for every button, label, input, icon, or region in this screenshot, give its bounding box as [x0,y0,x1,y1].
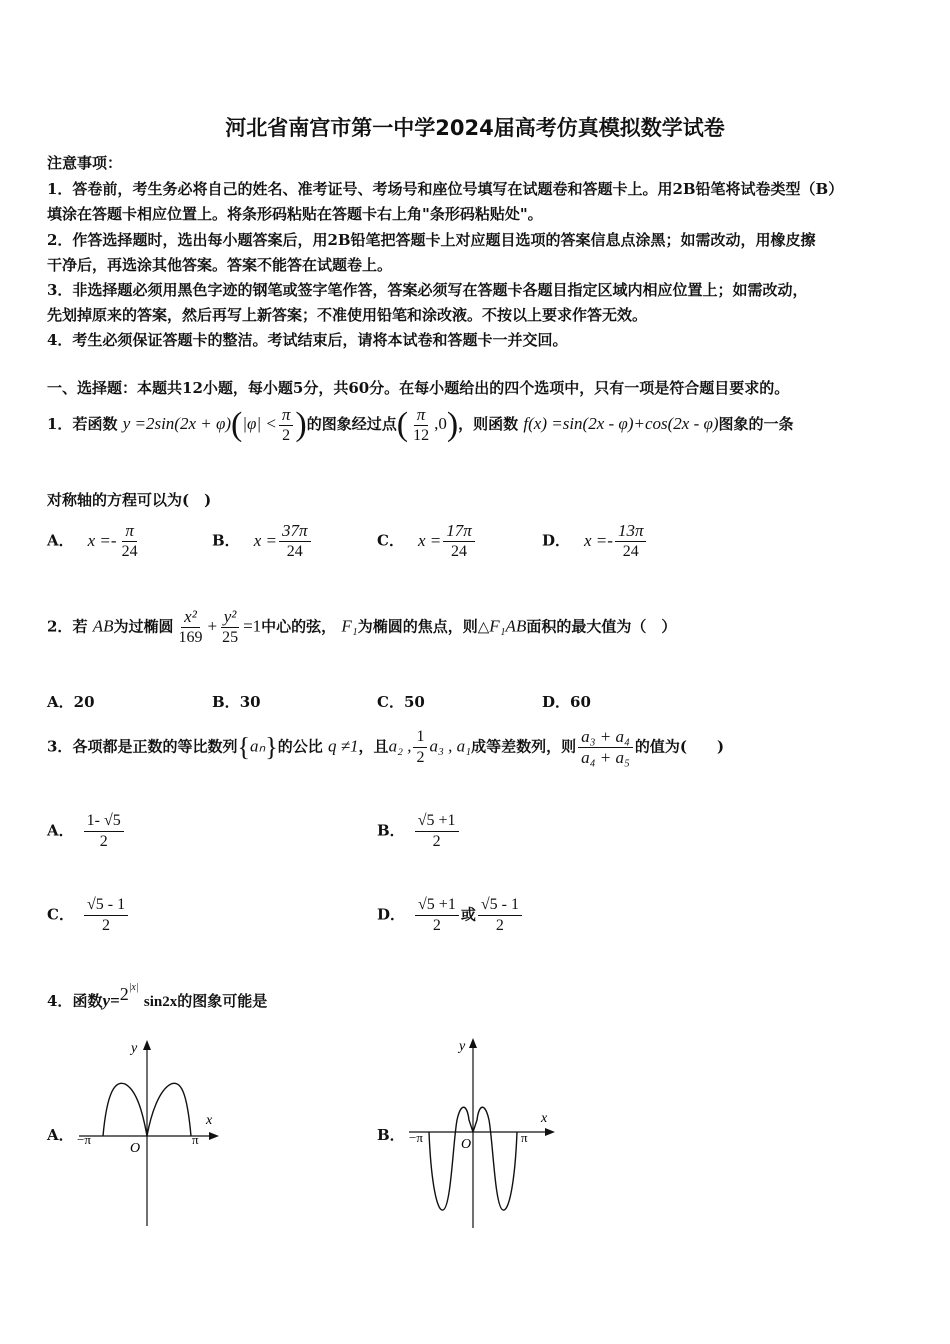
neg-pi-label: −π [409,1130,423,1145]
q1-text: 的图象经过点 [306,415,397,433]
q3-option-c[interactable]: C． $\frac{√5 - 1}{2}$ [47,895,130,936]
q2-option-b[interactable]: B．30 [212,693,261,711]
q3-option-a[interactable]: A． $\frac{1- √5}{2}$ [47,811,126,852]
q1-option-c[interactable]: C． x = $\frac{17\pi}{24}$ [377,521,477,562]
origin-label: O [461,1137,472,1152]
question-1-stem [47,403,794,446]
paren-right: ) [446,406,459,443]
origin-label: O [130,1141,141,1156]
q1-text: 若函数 [72,415,118,433]
q2-option-d[interactable]: D．60 [542,693,591,711]
q4-option-b-label[interactable]: B． [377,1126,405,1144]
page-title: 河北省南宫市第一中学2024届高考仿真模拟数学试卷 [225,116,725,140]
question-3-stem: 3．各项都是正数的等比数列{aₙ}的公比 q ≠1，且a₂ , $\frac{1}{2}$ a₃ , a₁成等差数列，则 $\frac{\text{a₃ + a₄}}{\text{a₄ + a₅}}$ 的值为( ) [47,727,725,767]
notice-line: 先划掉原来的答案，然后再写上新答案；不准使用铅笔和涂改液。不按以上要求作答无效。 [47,306,648,324]
q4-graph-a[interactable] [75,1032,235,1232]
notice-line: 4．考生必须保证答题卡的整洁。考试结束后，请将本试卷和答题卡一并交回。 [47,331,568,349]
question-number: 1． [47,415,73,433]
q2-option-c[interactable]: C．50 [377,693,425,711]
y-axis-arrow [469,1038,477,1048]
notice-line: 3．非选择题必须用黑色字迹的钢笔或签字笔作答，答案必须写在答题卡各题目指定区域内相应位置上；如需改动， [47,281,808,299]
q1-text: 图象的一条 [718,415,794,433]
fraction: $\frac{\pi}{12}$ [413,404,430,444]
question-1-line2: 对称轴的方程可以为( ) [47,491,212,509]
paren-left: ( [231,406,243,443]
question-2-stem: 2．若 AB为过椭圆 $\frac{\text{x²}}{169}$ + $\frac{\text{y²}}{25}$ =1中心的弦， F₁为椭圆的焦点，则△F₁AB面积的最大值为（ ） [47,607,677,646]
paren-left: ( [396,406,409,443]
question-4-stem: 4．函数$y=2^{|x|}$ sin2x的图象可能是 [47,982,268,1010]
y-axis-arrow [143,1040,151,1050]
q4-graph-b[interactable] [405,1032,565,1232]
q2-option-a[interactable]: A．20 [47,693,95,711]
q1-f: f(x) =sin(2x - φ)+cos(2x - φ) [523,414,719,433]
pos-pi-label: π [192,1132,199,1147]
notice-line: 填涂在答题卡相应位置上。将条形码粘贴在答题卡右上角"条形码粘贴处"。 [47,205,543,223]
paren-right: ) [295,406,307,443]
y-label: y [131,1041,138,1056]
q1-option-a[interactable]: A． x =- $\frac{\pi}{24}$ [47,521,138,560]
q1-option-b[interactable]: B． x = $\frac{37\pi}{24}$ [212,521,313,562]
q1-condition: |φ| < [242,414,277,433]
fraction: $\frac{\pi}{2}$ [279,405,294,446]
notice-line: 干净后，再选涂其他答案。答案不能答在试题卷上。 [47,256,393,274]
q1-text: ，则函数 [458,415,519,433]
notice-heading: 注意事项： [47,154,123,172]
notice-line: 1．答卷前，考生务必将自己的姓名、准考证号、考场号和座位号填写在试题卷和答题卡上。用2B铅笔将试卷类型（B） [47,180,844,198]
x-axis-arrow [545,1128,555,1136]
neg-pi-label: −π [77,1132,91,1147]
q2-ab: AB [92,616,114,636]
q3-option-b[interactable]: B． $\frac{√5 +1}{2}$ [377,811,461,852]
x-axis-arrow [209,1132,219,1140]
q3-option-d[interactable]: D． $\frac{√5 +1}{2}$ 或 $\frac{√5 - 1}{2}$ [377,895,524,936]
x-label: x [206,1113,213,1128]
q1-point-rest: ,0 [434,414,447,433]
q1-option-d[interactable]: D． x =- $\frac{13\pi}{24}$ [542,521,648,562]
section-heading: 一、选择题：本题共12小题，每小题5分，共60分。在每小题给出的四个选项中，只有一项是符合题目要求的。 [47,379,790,397]
x-label: x [541,1111,548,1126]
q1-function: y =2sin(2x + φ) [122,414,232,433]
pos-pi-label: π [521,1130,528,1145]
y-label: y [459,1039,466,1054]
q4-option-a-label[interactable]: A． [47,1126,74,1144]
notice-line: 2．作答选择题时，选出每小题答案后，用2B铅笔把答题卡上对应题目选项的答案信息点涂黑；如需改动，用橡皮擦 [47,231,816,249]
